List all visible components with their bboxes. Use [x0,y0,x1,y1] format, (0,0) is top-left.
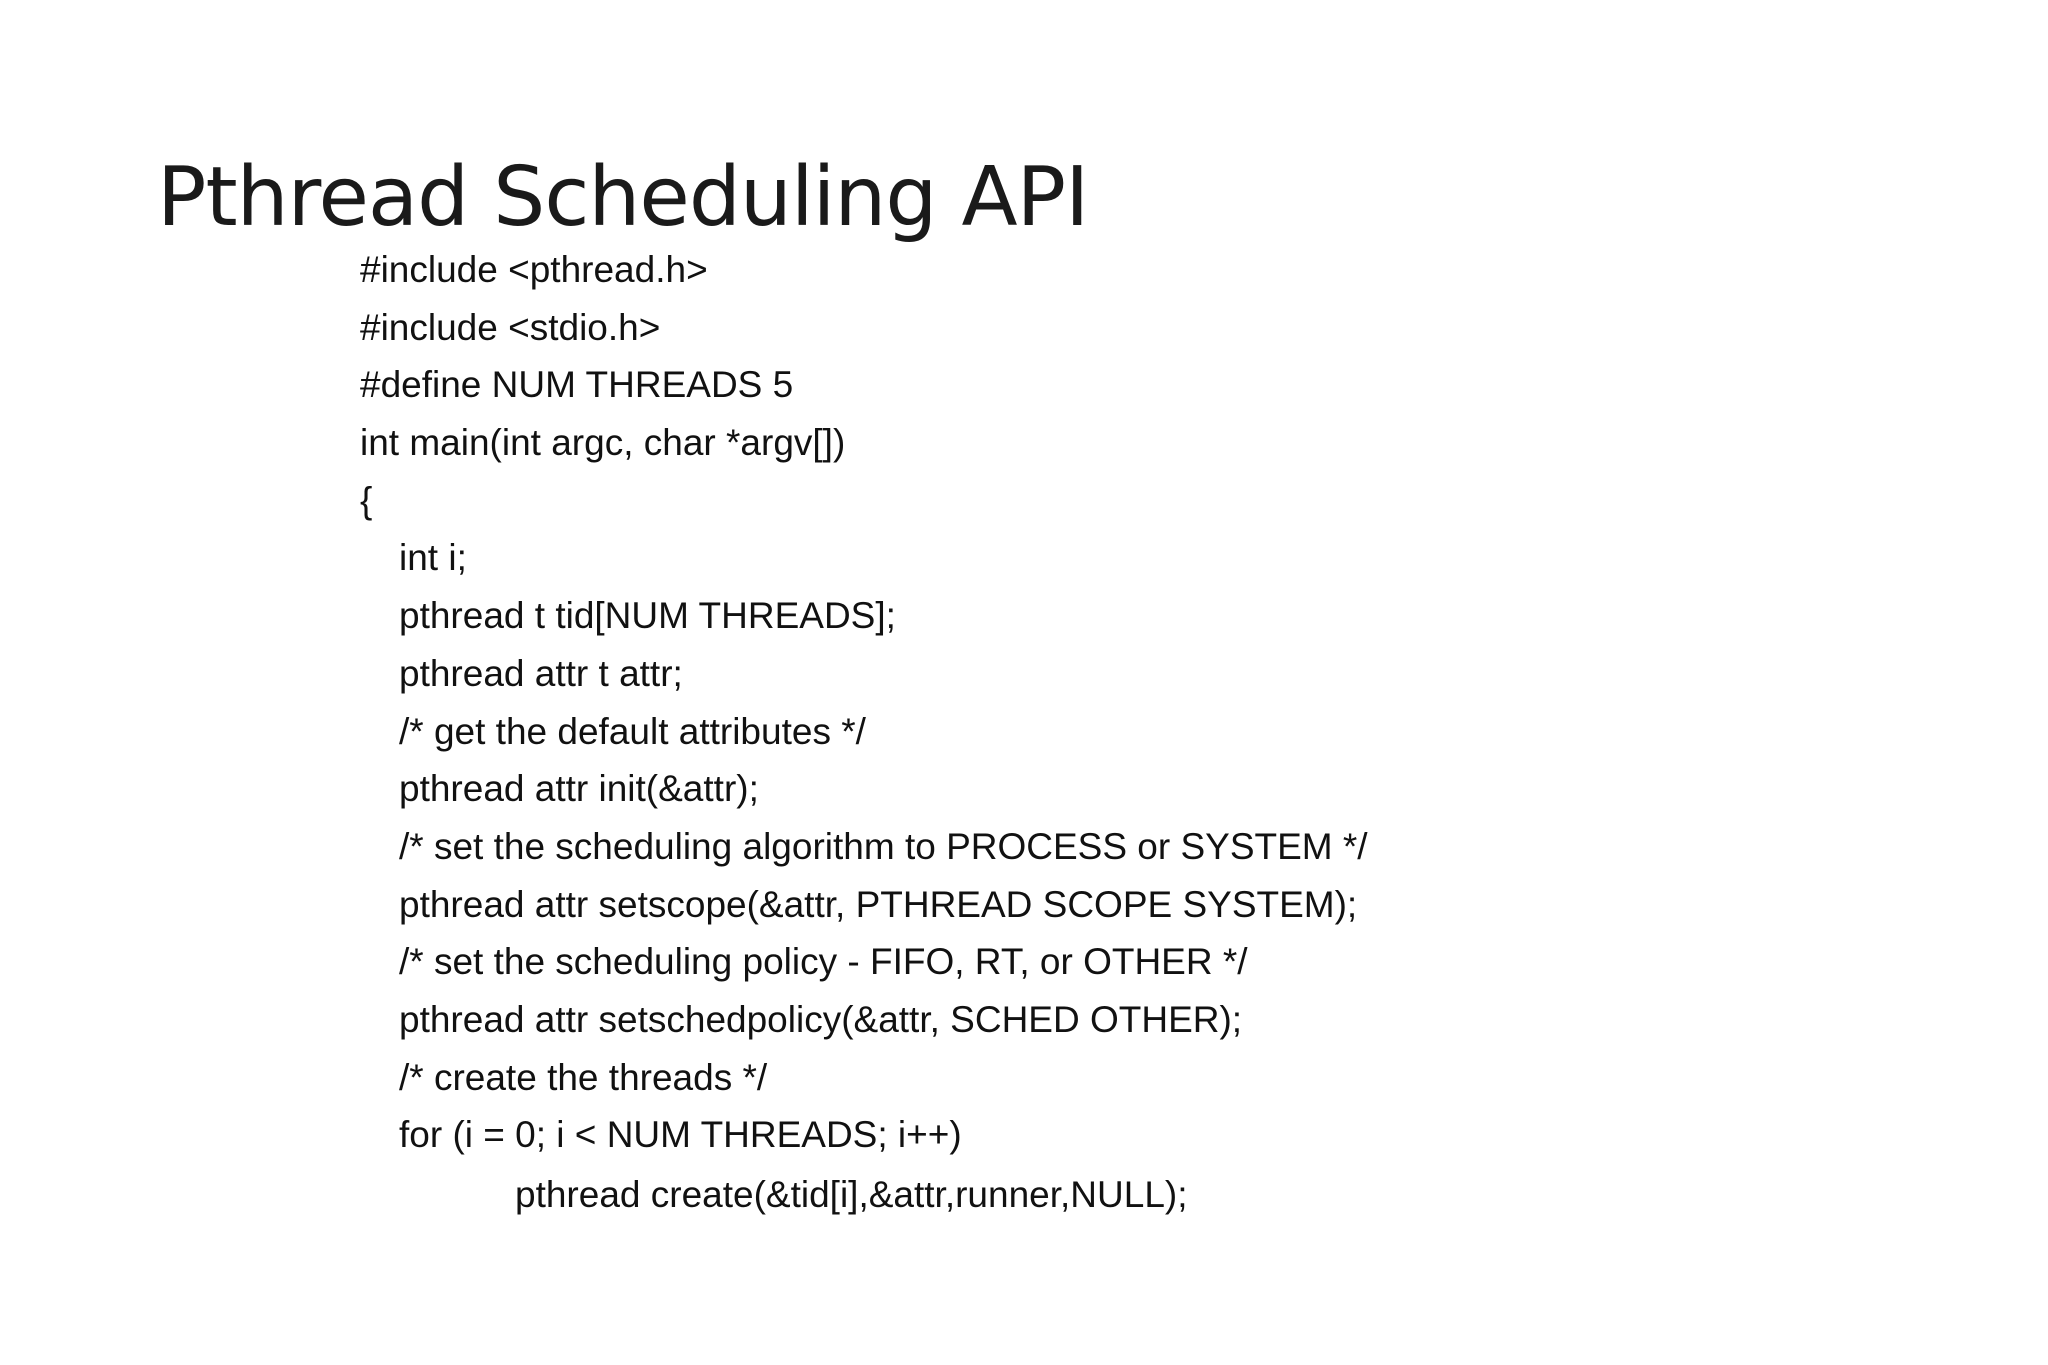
code-line: pthread attr init(&attr); [399,768,759,810]
code-line: { [360,479,373,521]
code-line: pthread create(&tid[i],&attr,runner,NULL); [515,1174,1188,1215]
code-line: #include <stdio.h> [360,306,661,348]
code-line: pthread attr t attr; [399,652,683,694]
code-line: pthread t tid[NUM THREADS]; [399,595,896,637]
code-line: for (i = 0; i < NUM THREADS; i++) [399,1114,962,1156]
code-comment: /* set the scheduling algorithm to PROCESS or SYSTEM */ [399,825,1368,867]
slide-title: Pthread Scheduling API [157,150,1089,245]
code-comment: /* create the threads */ [399,1056,768,1098]
code-comment: /* set the scheduling policy - FIFO, RT, or OTHER */ [399,941,1248,983]
code-line: int i; [399,537,467,579]
code-line: #define NUM THREADS 5 [360,364,794,406]
code-line: #include <pthread.h> [360,249,708,290]
code-line: pthread attr setschedpolicy(&attr, SCHED OTHER); [399,998,1243,1040]
code-comment: /* get the default attributes */ [399,710,866,752]
code-line: int main(int argc, char *argv[]) [360,422,846,464]
code-line: pthread attr setscope(&attr, PTHREAD SCOPE SYSTEM); [399,883,1358,925]
code-block [360,247,1368,1228]
